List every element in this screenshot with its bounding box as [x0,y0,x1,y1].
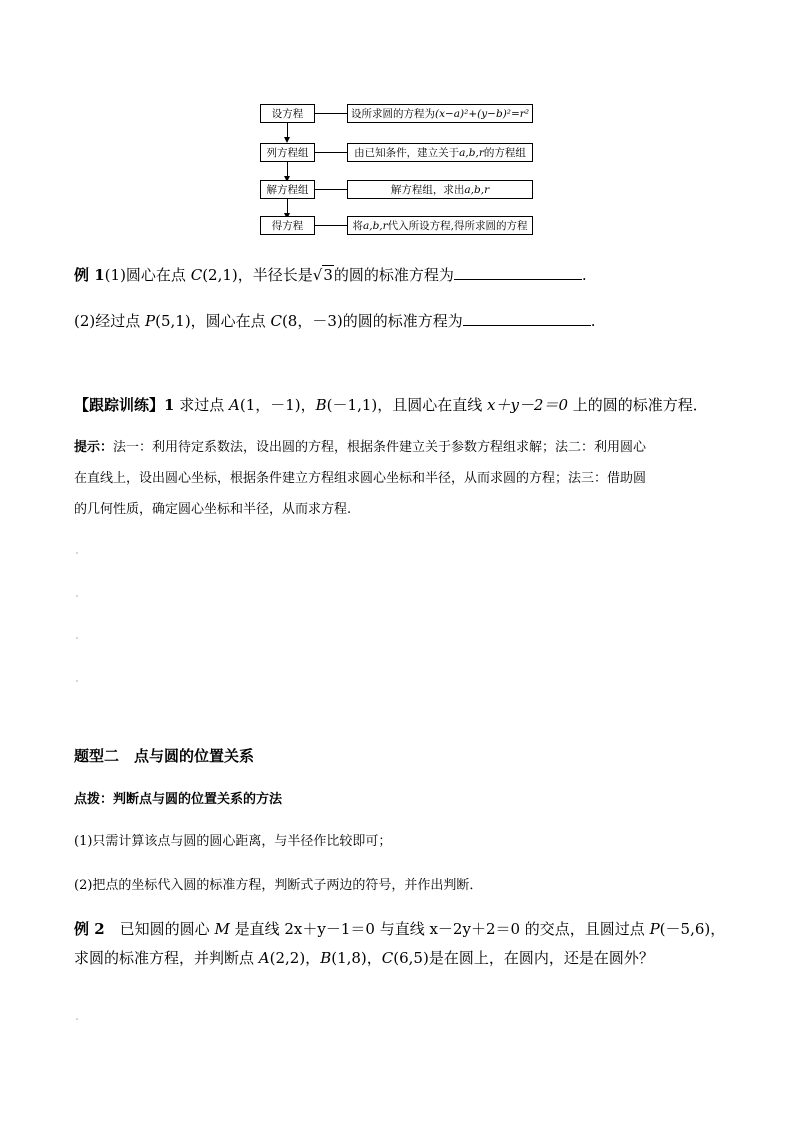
flow-desc-text-1: 设所求圆的方程为(x−a)²+(y−b)²=r² [350,108,530,120]
training-hint-line3: 的几何性质，确定圆心坐标和半径，从而求方程. [74,502,352,517]
training-tag: 【跟踪训练】1 [74,396,175,414]
section2-tip1: (1)只需计算该点与圆的圆心距离，与半径作比较即可； [74,834,392,849]
faint-mark [76,595,78,597]
example1-part2: (2)经过点 P(5,1)，圆心在点 C(8，－3)的圆的标准方程为 . [74,312,596,330]
answer-blank-1[interactable] [454,265,582,280]
faint-mark [76,552,78,554]
flow-connector-4 [315,225,347,226]
flow-desc-box-4 [347,216,533,235]
flow-connector-3 [315,189,347,190]
example1-tag: 例 1 [74,266,105,284]
flow-step-label-1: 设方程 [271,108,304,120]
faint-mark [76,1018,78,1020]
example2-tag: 例 2 [74,920,105,938]
hint-label: 提示： [74,440,114,455]
training-hint-line2: 在直线上，设出圆心坐标，根据条件建立方程组求圆心坐标和半径，从而求圆的方程；法三：借助圆 [74,471,647,486]
training-problem: 【跟踪训练】1 求过点 A(1，－1)，B(－1,1)，且圆心在直线 x＋y－2＝0 上的圆的标准方程． [74,396,708,414]
example2-line1: 例 2 已知圆的圆心 M 是直线 2x＋y－1＝0 与直线 x－2y＋2＝0 的交点，且圆过点 P(－5,6)， [74,920,726,938]
section2-title: 题型二 点与圆的位置关系 [74,747,255,765]
flow-connector-1 [315,113,347,114]
section2-tip-title: 点拨：判断点与圆的位置关系的方法 [74,792,283,807]
flow-step-label-3: 解方程组 [266,184,309,196]
flow-step-box-4 [260,216,315,235]
flow-desc-text-2: 由已知条件，建立关于a,b,r的方程组 [354,147,526,159]
flow-step-box-3 [260,180,315,199]
flow-arrow-3 [287,199,288,214]
flow-step-box-1 [260,104,315,123]
example1-part1: 例 1(1)圆心在点 C(2,1)，半径长是√3的圆的标准方程为 . [74,266,587,284]
faint-mark [76,680,78,682]
training-hint-line1: 提示：法一：利用待定系数法，设出圆的方程，根据条件建立关于参数方程组求解；法二：利用圆心 [74,440,647,455]
flow-step-label-2: 列方程组 [266,147,309,159]
flow-desc-box-1 [347,104,533,123]
flow-desc-text-4: 将a,b,r代入所设方程,得所求圆的方程 [352,220,528,232]
flow-step-label-4: 得方程 [271,220,304,232]
faint-mark [76,637,78,639]
sqrt-sign: √ [312,266,323,284]
flow-arrow-2 [287,162,288,177]
section2-tip2: (2)把点的坐标代入圆的标准方程，判断式子两边的符号，并作出判断． [74,878,483,893]
flow-desc-box-2 [347,143,533,162]
flow-desc-text-3: 解方程组，求出a,b,r [390,184,490,196]
flow-connector-2 [315,152,347,153]
flow-desc-box-3 [347,180,533,199]
example2-line2: 求圆的标准方程，并判断点 A(2,2)，B(1,8)，C(6,5)是在圆上，在圆内，还是在圆外？ [74,949,654,967]
flow-arrow-1 [287,123,288,138]
answer-blank-2[interactable] [463,311,591,326]
flow-step-box-2 [260,143,315,162]
